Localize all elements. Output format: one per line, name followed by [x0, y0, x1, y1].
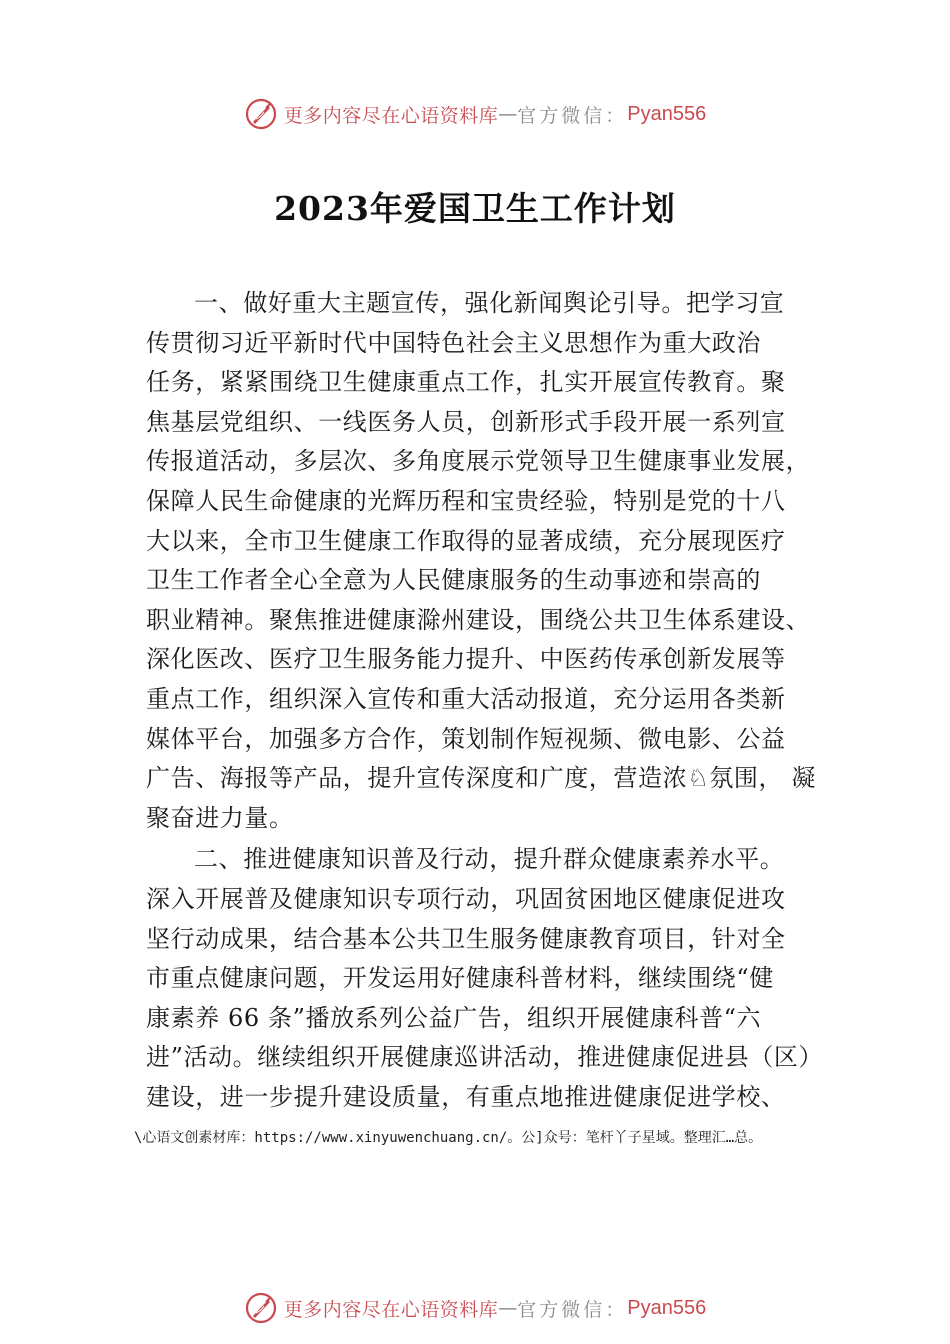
banner-text: 更多内容尽在心语资料库	[283, 1298, 499, 1321]
paragraph-line: 任务，紧紧围绕卫生健康重点工作，扎实开展宣传教育。聚	[146, 368, 786, 397]
paragraph-line: 一、做好重大主题宣传，强化新闻舆论引导。把学习宣	[194, 289, 785, 317]
paragraph-2	[146, 880, 826, 1118]
banner-dash: —	[498, 103, 518, 125]
paragraph-line: 大以来，全市卫生健康工作取得的显著成绩，充分展现医疗	[146, 526, 786, 555]
paragraph-line: 传报道活动，多层次、多角度展示党领导卫生健康事业发展，	[146, 447, 811, 476]
banner-wechat-id: Pyan556	[627, 102, 707, 125]
paragraph-line: 聚奋进力量。	[146, 803, 294, 832]
paragraph-line: 康素养 66 条”播放系列公益广告，组织开展健康科普“六	[146, 1003, 762, 1032]
banner-text: 更多内容尽在心语资料库	[283, 104, 499, 127]
page-title: 2023年爱国卫生工作计划	[274, 189, 676, 228]
paragraph-1	[146, 284, 826, 838]
quill-logo-icon	[244, 1291, 278, 1325]
banner-dash: —	[498, 1297, 518, 1319]
paragraph-line: 重点工作，组织深入宣传和重大活动报道，充分运用各类新	[146, 684, 786, 713]
footer-banner	[0, 1288, 950, 1328]
header-banner	[0, 94, 950, 134]
section-heading: 二、推进健康知识普及行动，提升群众健康素养水平。	[194, 845, 785, 873]
paragraph-line: 市重点健康问题，开发运用好健康科普材料，继续围绕“健	[146, 964, 774, 993]
paragraph-2-heading	[146, 840, 826, 880]
paragraph-line: 卫生工作者全心全意为人民健康服务的生动事迹和崇高的	[146, 566, 761, 595]
source-footnote: \心语文创素材库：https://www.xinyuwenchuang.cn/。公]众号：笔杆丫子星域。整理汇…总。	[134, 1130, 763, 1146]
paragraph-line: 进”活动。继续组织开展健康巡讲活动，推进健康促进县（区）	[146, 1043, 824, 1072]
banner-wechat-label: 官方微信：	[517, 1298, 628, 1321]
paragraph-line: 保障人民生命健康的光辉历程和宝贵经验，特别是党的十八	[146, 486, 786, 515]
paragraph-line: 焦基层党组织、一线医务人员，创新形式手段开展一系列宣	[146, 407, 786, 436]
banner-wechat-label: 官方微信：	[517, 104, 628, 127]
paragraph-line: 职业精神。聚焦推进健康滁州建设，围绕公共卫生体系建设、	[146, 605, 811, 634]
banner-wechat-id: Pyan556	[627, 1296, 707, 1319]
paragraph-line: 深化医改、医疗卫生服务能力提升、中医药传承创新发展等	[146, 645, 786, 674]
paragraph-line: 媒体平台，加强多方合作，策划制作短视频、微电影、公益	[146, 724, 786, 753]
paragraph-line: 广告、海报等产品，提升宣传深度和广度，营造浓♘氛围， 凝	[146, 764, 816, 793]
paragraph-line: 传贯彻习近平新时代中国特色社会主义思想作为重大政治	[146, 328, 761, 357]
paragraph-line: 深入开展普及健康知识专项行动，巩固贫困地区健康促进攻	[146, 885, 786, 913]
paragraph-line: 坚行动成果，结合基本公共卫生服务健康教育项目，针对全	[146, 924, 786, 953]
quill-logo-icon	[244, 97, 278, 131]
paragraph-line: 建设，进一步提升建设质量，有重点地推进健康促进学校、	[146, 1082, 786, 1111]
